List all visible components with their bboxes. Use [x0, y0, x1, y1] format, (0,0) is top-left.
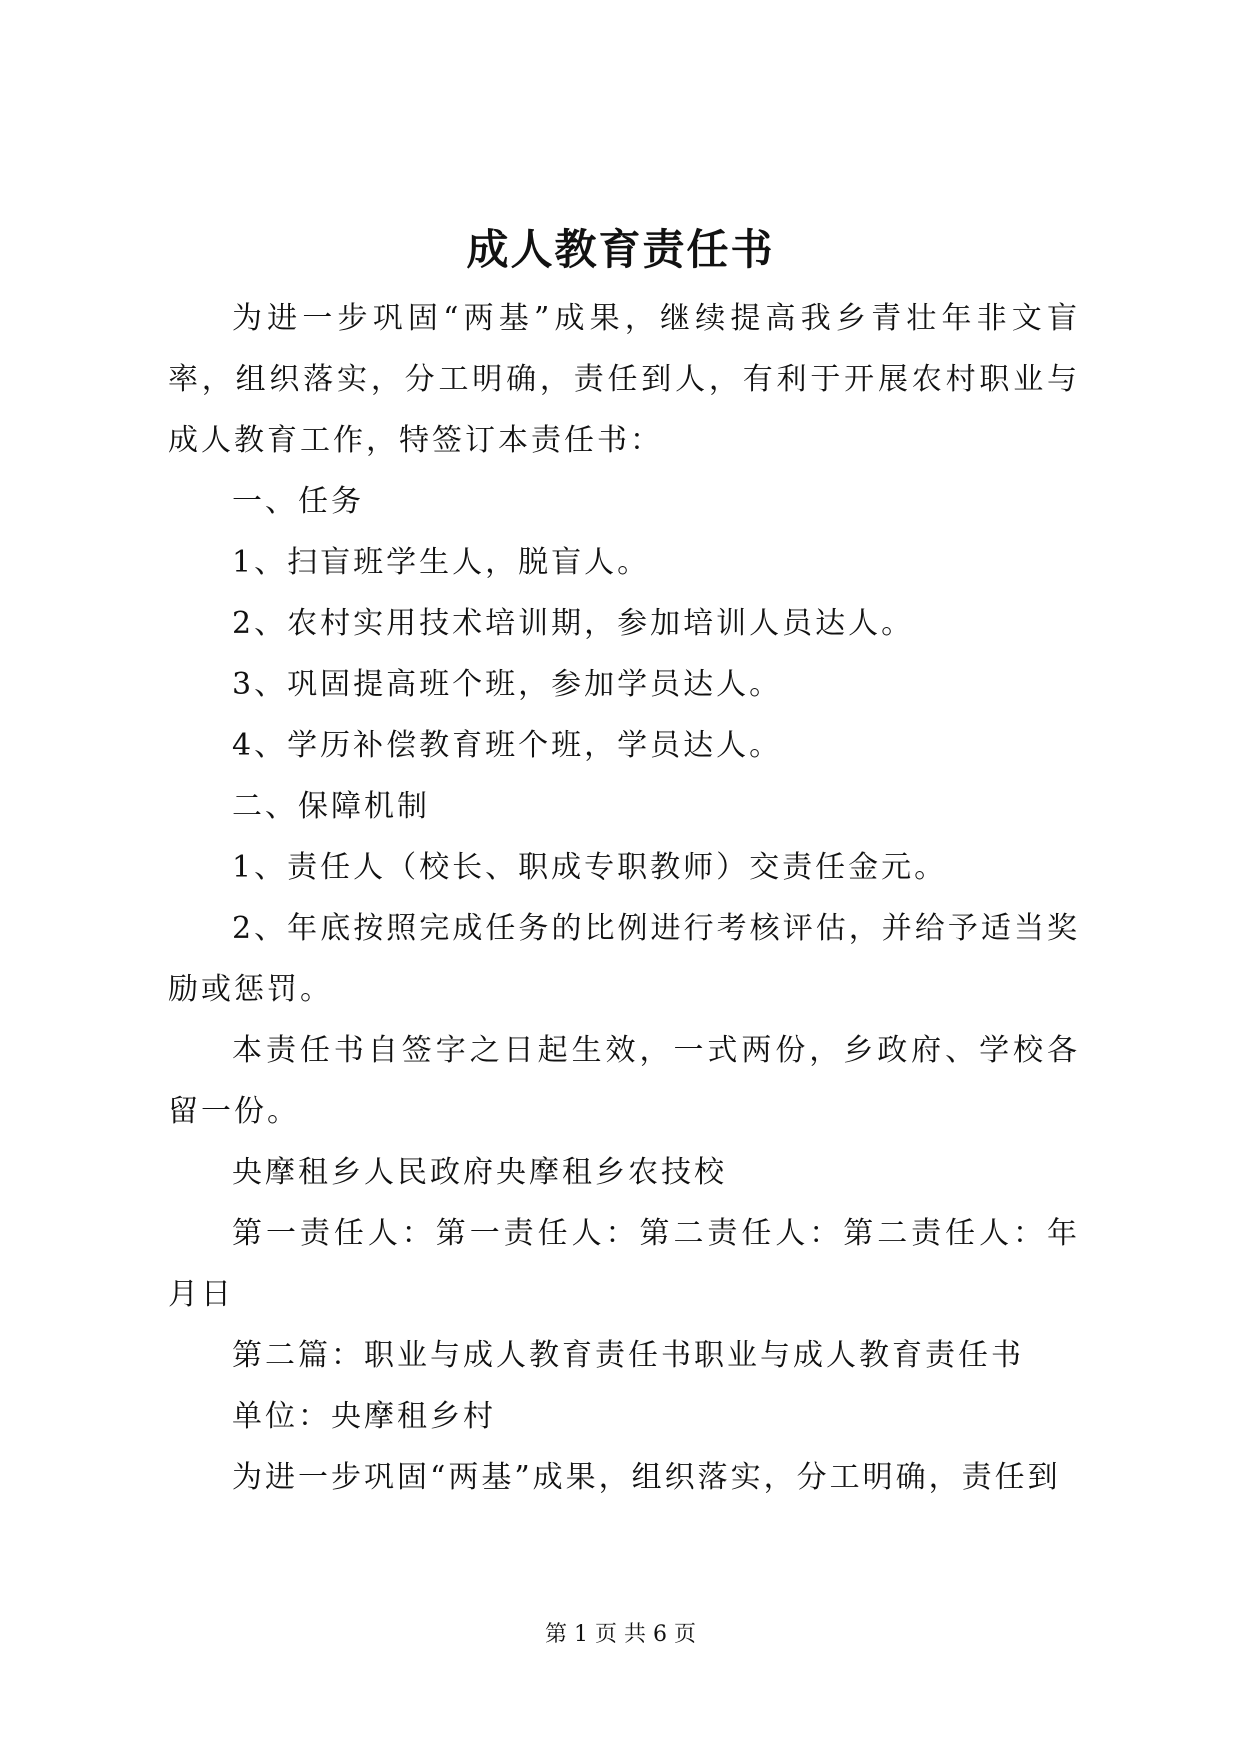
signatory-persons: 第一责任人：第一责任人：第二责任人：第二责任人：年月日 — [168, 1216, 1080, 1312]
section-heading-tasks: 一、任务 — [232, 484, 364, 519]
page-number: 第 1 页 共 6 页 — [545, 1622, 696, 1647]
unit-line: 单位：央摩租乡村 — [232, 1399, 496, 1434]
section-heading-guarantee: 二、保障机制 — [232, 789, 430, 824]
list-item: 4、学历补偿教育班个班，学员达人。 — [232, 728, 783, 763]
list-item: 2、年底按照完成任务的比例进行考核评估，并给予适当奖励或惩罚。 — [168, 911, 1080, 1007]
list-item: 2、农村实用技术培训期，参加培训人员达人。 — [232, 606, 915, 641]
paragraph-effective: 本责任书自签字之日起生效，一式两份，乡政府、学校各留一份。 — [168, 1033, 1080, 1129]
document-body — [168, 288, 1080, 1508]
paragraph-intro: 为进一步巩固“两基”成果，继续提高我乡青壮年非文盲率，组织落实，分工明确，责任到人，有利于开展农村职业与成人教育工作，特签订本责任书： — [168, 301, 1080, 458]
paragraph-second-intro: 为进一步巩固“两基”成果，组织落实，分工明确，责任到 — [232, 1460, 1061, 1495]
document-title: 成人教育责任书 — [466, 225, 775, 274]
second-article-heading: 第二篇：职业与成人教育责任书职业与成人教育责任书 — [232, 1338, 1024, 1373]
list-item: 3、巩固提高班个班，参加学员达人。 — [232, 667, 783, 702]
signatory-orgs: 央摩租乡人民政府央摩租乡农技校 — [232, 1155, 727, 1190]
list-item: 1、责任人（校长、职成专职教师）交责任金元。 — [232, 850, 948, 885]
list-item: 1、扫盲班学生人，脱盲人。 — [232, 545, 651, 580]
